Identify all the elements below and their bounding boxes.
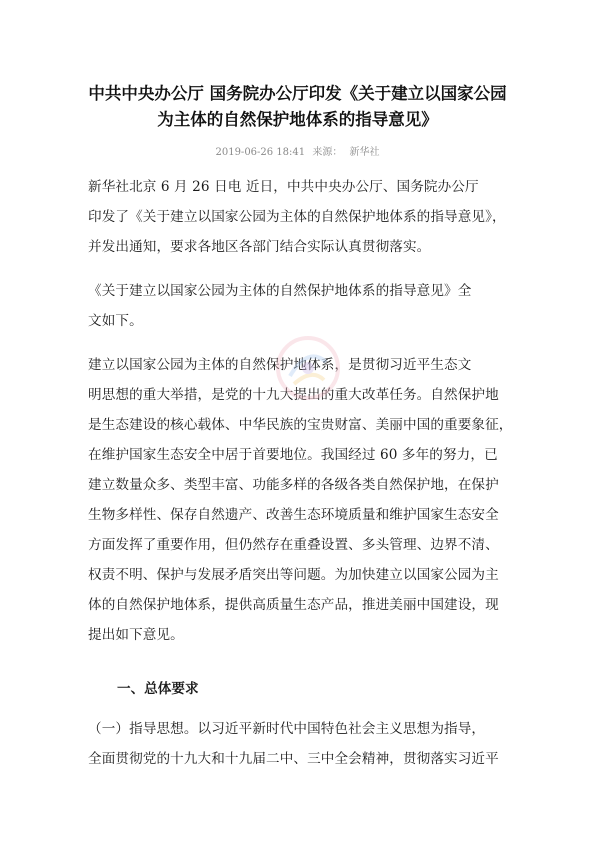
paragraph-3-line: 提出如下意见。 — [88, 627, 184, 643]
source-name: 新华社 — [349, 147, 380, 158]
paragraph-3-line: 建立数量众多、类型丰富、功能多样的各级各类自然保护地，在保护 — [88, 477, 499, 493]
paragraph-3-line: 明思想的重大举措，是党的十九大提出的重大改革任务。自然保护地 — [88, 387, 499, 403]
article-meta — [60, 143, 535, 158]
paragraph-1-line: 并发出通知，要求各地区各部门结合实际认真贯彻落实。 — [88, 239, 431, 255]
paragraph-3-line: 在维护国家生态安全中居于首要地位。我国经过 60 多年的努力，已 — [88, 447, 498, 463]
publish-date: 2019-06-26 18:41 — [215, 147, 306, 158]
paragraph-3-line: 方面发挥了重要作用，但仍然存在重叠设置、多头管理、边界不清、 — [88, 537, 499, 553]
source-label: 来源： — [312, 147, 343, 158]
watermark-logo-icon — [268, 328, 348, 408]
paragraph-3-line: 建立以国家公园为主体的自然保护地体系，是贯彻习近平生态文 — [88, 357, 472, 373]
article-title-line-2: 为主体的自然保护地体系的指导意见》 — [157, 110, 438, 129]
paragraph-3-line: 体的自然保护地体系，提供高质量生态产品，推进美丽中国建设，现 — [88, 597, 499, 613]
paragraph-3-line: 权责不明、保护与发展矛盾突出等问题。为加快建立以国家公园为主 — [88, 567, 499, 583]
paragraph-2-line: 文如下。 — [88, 313, 143, 329]
section-heading: 一、总体要求 — [117, 681, 199, 697]
article-title-line-1: 中共中央办公厅 国务院办公厅印发《关于建立以国家公园 — [88, 84, 507, 103]
paragraph-2-line: 《关于建立以国家公园为主体的自然保护地体系的指导意见》全 — [88, 283, 472, 299]
paragraph-3-line: 是生态建设的核心载体、中华民族的宝贵财富、美丽中国的重要象征， — [88, 417, 513, 433]
paragraph-3-line: 生物多样性、保存自然遗产、改善生态环境质量和维护国家生态安全 — [88, 507, 499, 523]
section-paragraph-line: 全面贯彻党的十九大和十九届二中、三中全会精神，贯彻落实习近平 — [88, 751, 499, 767]
paragraph-1-line: 新华社北京 6 月 26 日电 近日，中共中央办公厅、国务院办公厅 — [88, 179, 479, 195]
paragraph-1-line: 印发了《关于建立以国家公园为主体的自然保护地体系的指导意见》， — [88, 209, 506, 225]
section-paragraph-line: （一）指导思想。以习近平新时代中国特色社会主义思想为指导， — [88, 721, 486, 737]
